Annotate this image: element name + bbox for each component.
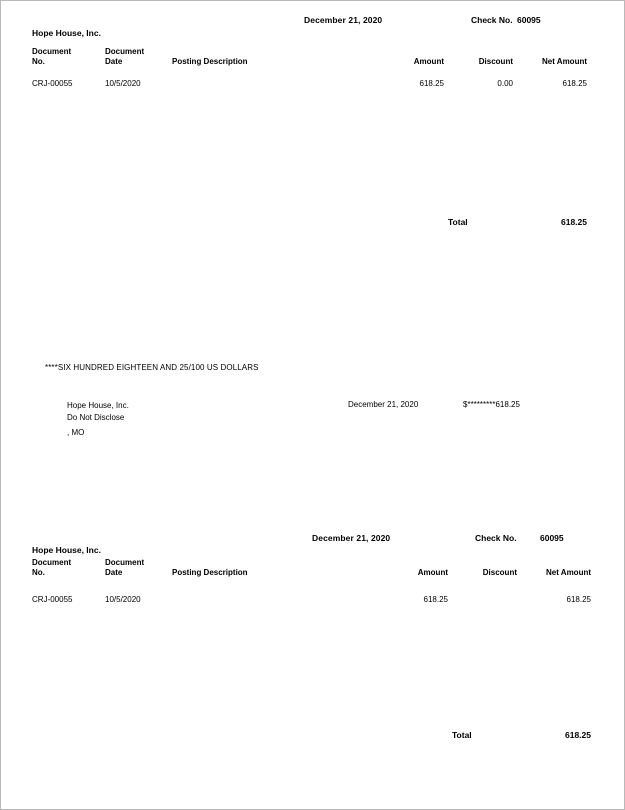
bottom-stub-col-doc-no-line2: No. [32, 568, 45, 577]
top-stub-total-label: Total [448, 217, 468, 227]
bottom-stub-total-value: 618.25 [565, 730, 591, 740]
check-payee-line-2: Do Not Disclose [67, 413, 125, 422]
bottom-stub-row-doc-date: 10/5/2020 [105, 595, 141, 604]
top-stub-col-net-amount: Net Amount [541, 57, 587, 66]
bottom-stub-col-doc-date-line2: Date [105, 568, 123, 577]
check-date: December 21, 2020 [348, 400, 419, 409]
top-stub-row-doc-date: 10/5/2020 [105, 79, 141, 88]
bottom-stub-col-doc-no-line1: Document [32, 558, 72, 567]
top-stub-company-name: Hope House, Inc. [32, 28, 101, 38]
check-payee-line-3: , MO [67, 428, 85, 437]
top-stub-row-amount: 618.25 [419, 79, 444, 88]
top-stub-col-doc-date-line1: Document [105, 47, 145, 56]
bottom-stub-total-label: Total [452, 730, 472, 740]
bottom-stub-col-doc-date-line1: Document [105, 558, 145, 567]
bottom-stub-col-posting-description: Posting Description [172, 568, 248, 577]
top-stub-check-no-value: 60095 [517, 15, 541, 25]
top-stub-col-discount: Discount [478, 57, 513, 66]
top-stub-col-posting-description: Posting Description [172, 57, 248, 66]
top-stub-row-doc-no: CRJ-00055 [32, 79, 73, 88]
top-stub-col-doc-no-line2: No. [32, 57, 45, 66]
top-stub-row-discount: 0.00 [497, 79, 513, 88]
bottom-stub-check-no-label: Check No. [475, 533, 517, 543]
top-stub-check-no-label: Check No. [471, 15, 513, 25]
top-stub-col-doc-date-line2: Date [105, 57, 123, 66]
bottom-stub-company-name: Hope House, Inc. [32, 545, 101, 555]
bottom-stub-col-net-amount: Net Amount [545, 568, 591, 577]
top-stub-total-value: 618.25 [561, 217, 587, 227]
bottom-stub-row-doc-no: CRJ-00055 [32, 595, 73, 604]
bottom-stub-col-discount: Discount [482, 568, 517, 577]
bottom-stub-check-no-value: 60095 [540, 533, 564, 543]
bottom-stub-date: December 21, 2020 [312, 533, 391, 543]
top-stub-col-amount: Amount [413, 57, 444, 66]
check-payee-line-1: Hope House, Inc. [67, 401, 129, 410]
bottom-stub-row-amount: 618.25 [423, 595, 448, 604]
check-amount-in-words: ****SIX HUNDRED EIGHTEEN AND 25/100 US DOLLARS [45, 363, 259, 372]
check-amount-numeric: $*********618.25 [463, 400, 520, 409]
top-stub-row-net-amount: 618.25 [562, 79, 587, 88]
bottom-stub-col-amount: Amount [417, 568, 448, 577]
top-stub-date: December 21, 2020 [304, 15, 383, 25]
bottom-stub-row-net-amount: 618.25 [566, 595, 591, 604]
top-stub-col-doc-no-line1: Document [32, 47, 72, 56]
